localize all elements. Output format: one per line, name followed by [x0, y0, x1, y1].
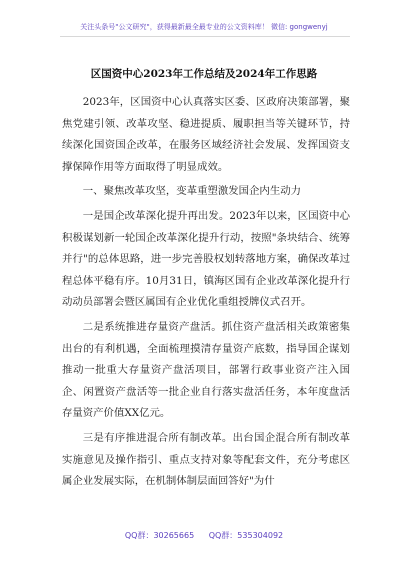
header-banner: 关注头条号"公文研究"，获得最新最全最专业的公文资料库！ 微信: gongwenyj — [80, 23, 328, 31]
paragraph-item-3: 三是有序推进混合所有制改革。出台国企混合所有制改革实施意见及操作指引、重点支持对象等配套文件，充分考虑区属企业发展实际，在机制体制层面回答好"为什 — [62, 431, 350, 488]
document-title: 区国资中心2023年工作总结及2024年工作思路 — [90, 68, 318, 80]
footer-qq-groups — [0, 530, 408, 541]
paragraph-item-1: 一是国企改革深化提升再出发。2023年以来，区国资中心积极谋划新一轮国企改革深化提升行动，按照"条块结合、统筹并行"的总体思路，进一步完善股权划转落地方案，确保改革过程总体平稳有序。10月31日，镇海区国有企业改革深化提升行动动员部署会暨区属国有企业优化重组授牌仪式召开。 — [62, 209, 350, 309]
footer-qq-group-1: QQ群：30265665 — [124, 531, 195, 540]
paragraph-intro: 2023年，区国资中心认真落实区委、区政府决策部署，聚焦党建引领、改革攻坚、稳进提质、履职担当等关键环节，持续深化国资国企改革，在服务区域经济社会发展、发挥国资支撑保障作用等方面取得了明显成效。 — [62, 96, 350, 173]
document-body — [62, 92, 350, 496]
section-heading-1: 一、聚焦改革攻坚，变革重塑激发国企内生动力 — [82, 185, 301, 198]
footer-qq-group-2: QQ群：535304092 — [208, 531, 284, 540]
paragraph-item-2: 二是系统推进存量资产盘活。抓住资产盘活相关政策密集出台的有利机遇，全面梳理摸清存量资产底数，指导国企谋划推动一批重大存量资产盘活项目，部署行政事业资产注入国企、闲置资产盘活等一批企业自行落实盘活任务，本年度盘活存量资产价值XX亿元。 — [62, 320, 350, 420]
header-divider — [60, 36, 350, 37]
